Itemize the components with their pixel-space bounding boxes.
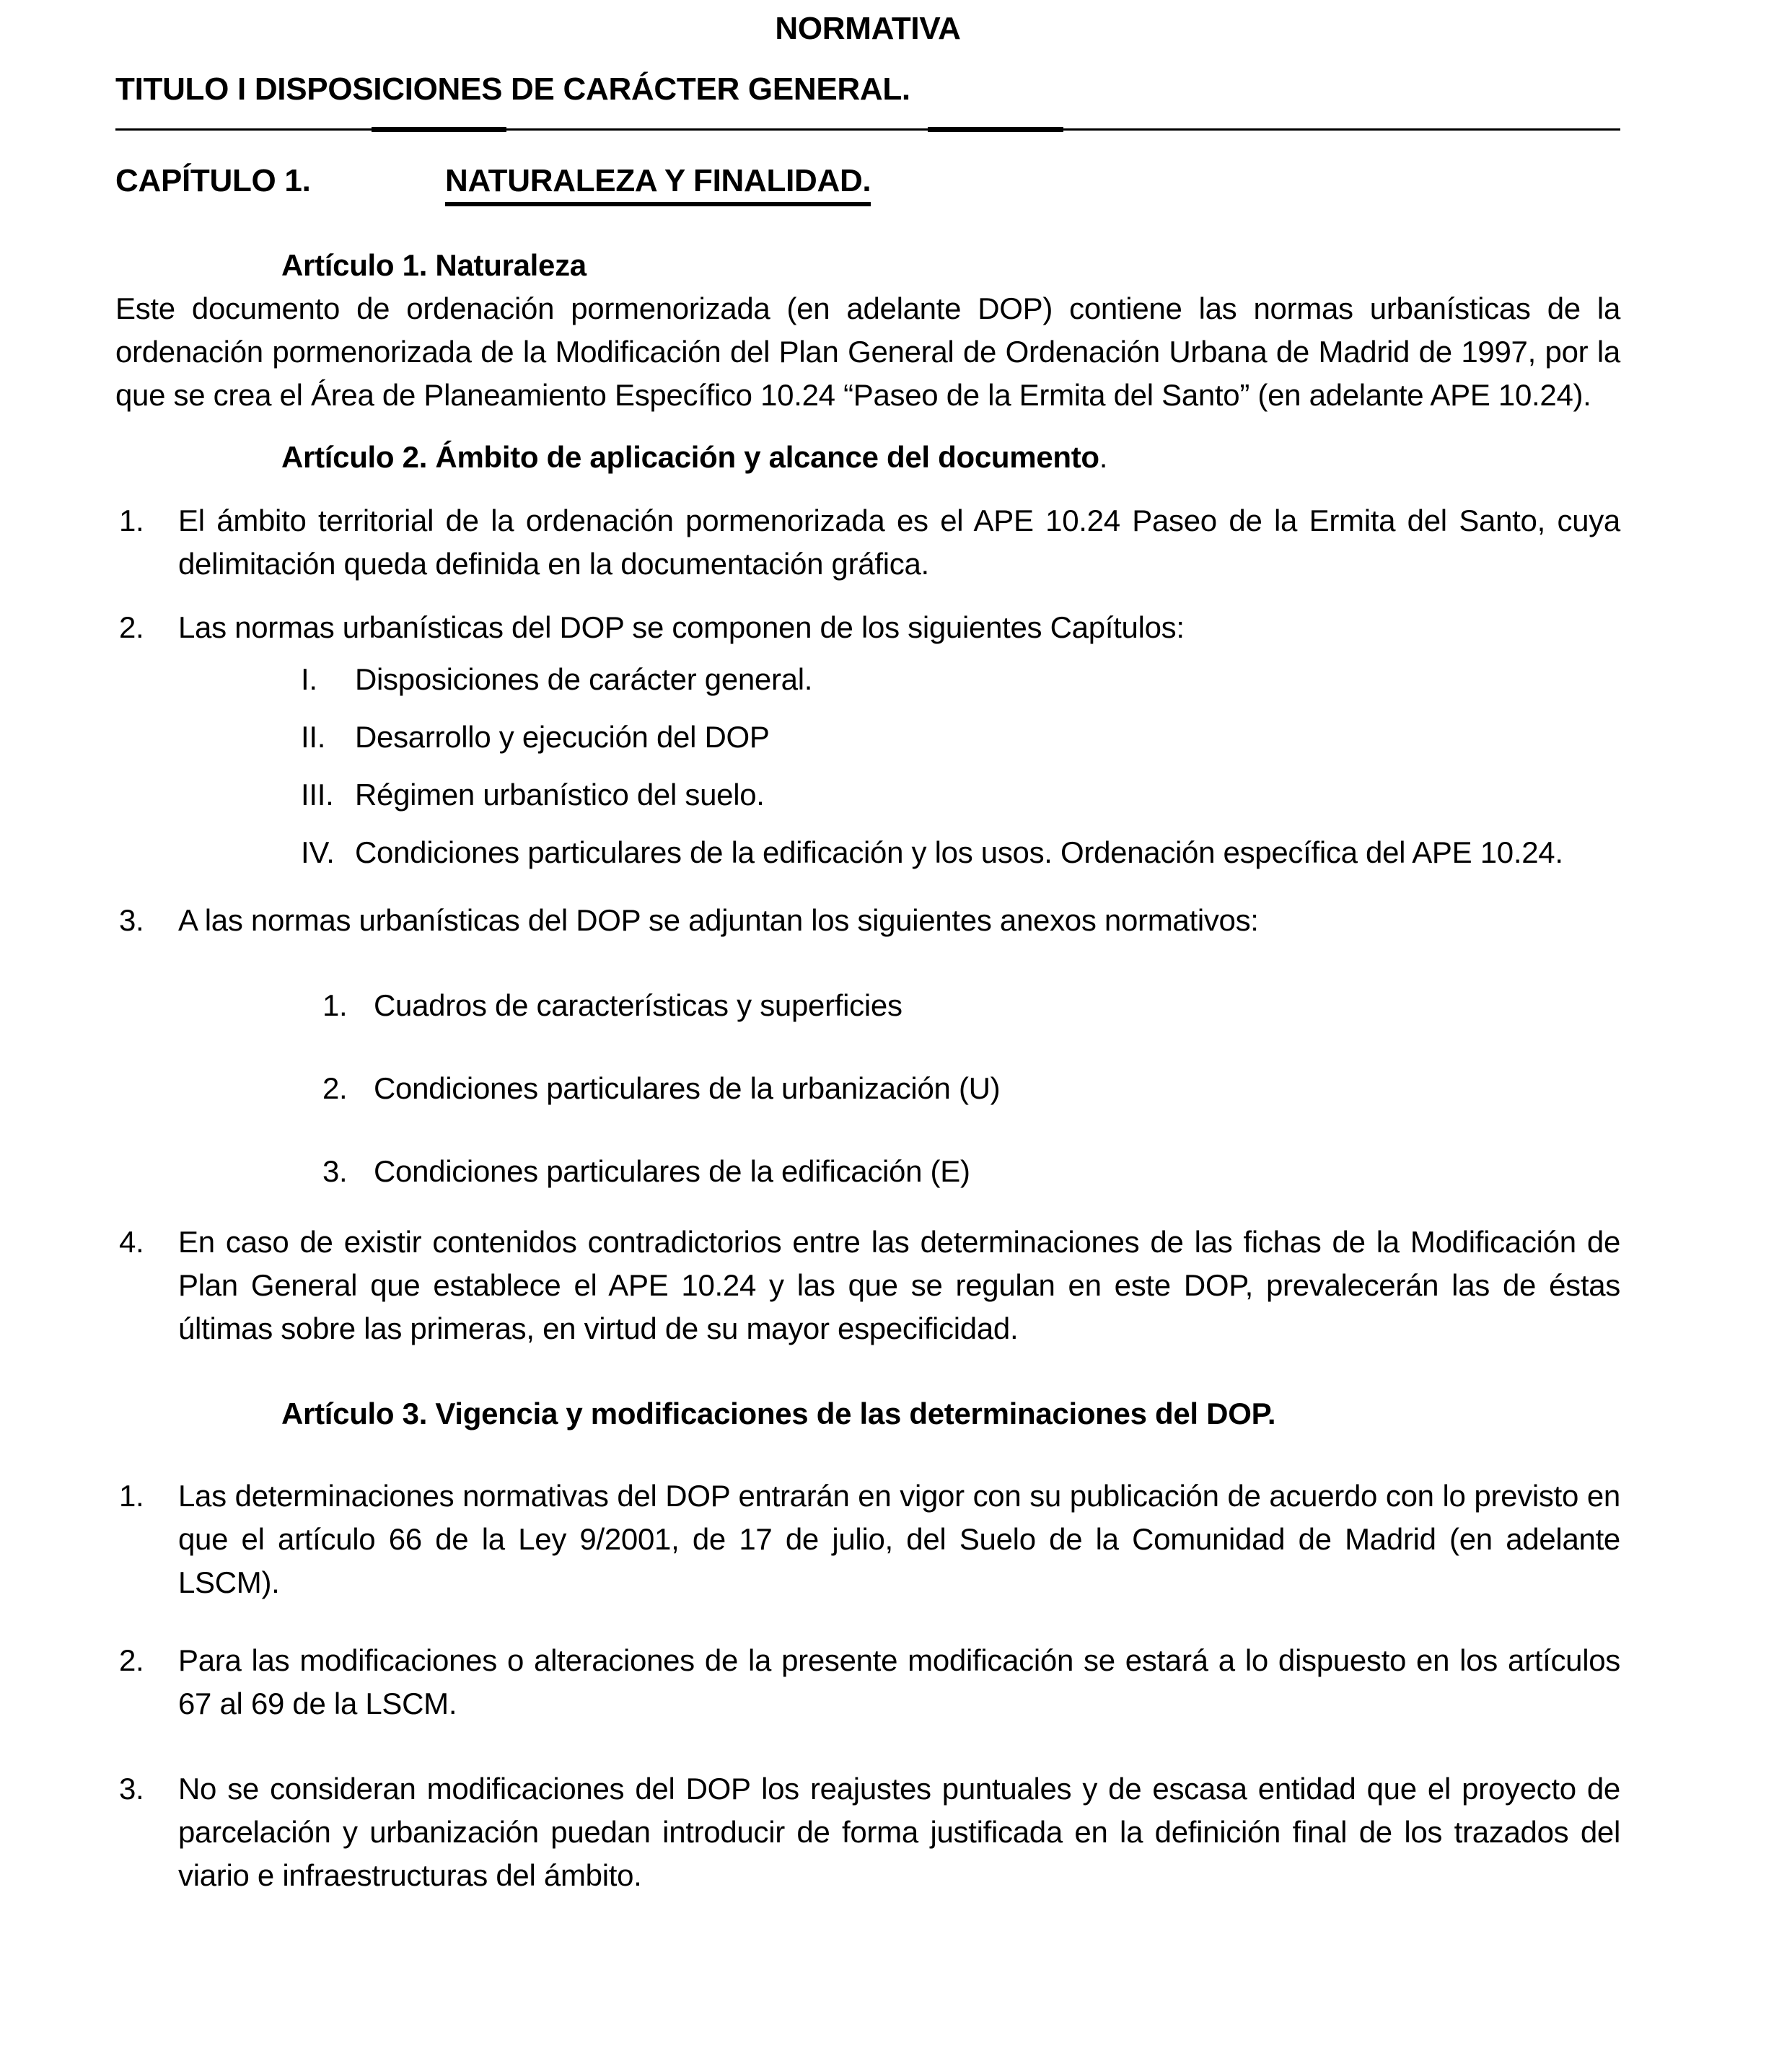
roman-list-item — [301, 658, 1620, 701]
annex-list-text: Condiciones particulares de la urbanización (U) — [374, 1071, 1001, 1105]
annex-list-item — [322, 984, 1620, 1027]
roman-list-item — [301, 773, 1620, 817]
roman-list-text: Condiciones particulares de la edificación y los usos. Ordenación específica del APE 10.24. — [355, 835, 1563, 869]
list-item-text: El ámbito territorial de la ordenación pormenorizada es el APE 10.24 Paseo de la Ermita del Santo, cuya delimitación queda definida en la documentación gráfica. — [178, 504, 1620, 581]
rule-segment — [372, 127, 507, 132]
annex-list-item — [322, 1150, 1620, 1193]
list-item-number: 4. — [119, 1225, 144, 1259]
chapter-label: CAPÍTULO 1. — [115, 163, 311, 198]
list-item-number: 1. — [119, 504, 144, 537]
list-item — [115, 1474, 1620, 1604]
titulo-heading: TITULO I DISPOSICIONES DE CARÁCTER GENERAL. — [115, 71, 910, 107]
list-item-text: En caso de existir contenidos contradictorios entre las determinaciones de las fichas de la Modificación de Plan General que establece el APE 10.24 y las que se regulan en este DOP, prevalecerán las de éstas últimas sobre las primeras, en virtud de su mayor especificidad. — [178, 1225, 1620, 1345]
articulo-2-heading — [281, 436, 1620, 479]
annex-list-item — [322, 1067, 1620, 1110]
articulo-1-paragraph: Este documento de ordenación pormenorizada (en adelante DOP) contiene las normas urbanísticas de la ordenación pormenorizada de la Modificación del Plan General de Ordenación Urbana de Madrid de 1997, por la que se crea el Área de Planeamiento Específico 10.24 “Paseo de la Ermita del Santo” (en adelante APE 10.24). — [115, 291, 1620, 412]
list-item — [115, 899, 1620, 942]
list-item — [115, 606, 1620, 649]
list-item — [115, 1639, 1620, 1726]
annex-list-number: 1. — [322, 988, 348, 1022]
list-item-number: 3. — [119, 1772, 144, 1806]
chapter-heading — [115, 164, 1620, 206]
list-item — [115, 1767, 1620, 1897]
roman-list-text: Desarrollo y ejecución del DOP — [355, 720, 770, 754]
articulo-1-heading: Artículo 1. Naturaleza — [281, 248, 587, 282]
list-item-number: 3. — [119, 903, 144, 937]
articulo-2-heading-period: . — [1099, 440, 1108, 474]
annex-list-number: 2. — [322, 1071, 348, 1105]
annex-list-text: Condiciones particulares de la edificación (E) — [374, 1154, 970, 1188]
articulo-3-heading: Artículo 3. Vigencia y modificaciones de las determinaciones del DOP. — [281, 1397, 1276, 1430]
list-item-text: Las determinaciones normativas del DOP entrarán en vigor con su publicación de acuerdo con lo previsto en que el artículo 66 de la Ley 9/2001, de 17 de julio, del Suelo de la Comunidad de Madrid (en adelante LSCM). — [178, 1479, 1620, 1599]
list-item-text: No se consideran modificaciones del DOP los reajustes puntuales y de escasa entidad que el proyecto de parcelación y urbanización puedan introducir de forma justificada en la definición final de los trazados del viario e infraestructuras del ámbito. — [178, 1772, 1620, 1892]
chapter-title: NATURALEZA Y FINALIDAD. — [445, 164, 871, 206]
list-item-text: A las normas urbanísticas del DOP se adjuntan los siguientes anexos normativos: — [178, 903, 1259, 937]
roman-list-number: I. — [301, 662, 317, 696]
list-item-text: Para las modificaciones o alteraciones de la presente modificación se estará a lo dispuesto en los artículos 67 al 69 de la LSCM. — [178, 1643, 1620, 1720]
list-item — [115, 499, 1620, 586]
roman-list-text: Régimen urbanístico del suelo. — [355, 778, 765, 812]
list-item-number: 1. — [119, 1479, 144, 1513]
roman-list-text: Disposiciones de carácter general. — [355, 662, 813, 696]
roman-list-number: II. — [301, 720, 326, 754]
roman-list-number: IV. — [301, 835, 335, 869]
articulo-2-heading-text: Artículo 2. Ámbito de aplicación y alcance del documento — [281, 440, 1099, 474]
list-item-number: 2. — [119, 610, 144, 644]
rule-segment — [928, 127, 1063, 132]
roman-list-item — [301, 831, 1620, 874]
list-item-text: Las normas urbanísticas del DOP se componen de los siguientes Capítulos: — [178, 610, 1185, 644]
roman-list-item — [301, 716, 1620, 759]
roman-list-number: III. — [301, 778, 334, 812]
list-item — [115, 1221, 1620, 1350]
annex-list-text: Cuadros de características y superficies — [374, 988, 902, 1022]
doc-title: NORMATIVA — [775, 11, 961, 46]
list-item-number: 2. — [119, 1643, 144, 1677]
annex-list-number: 3. — [322, 1154, 348, 1188]
horizontal-rule — [115, 128, 1620, 131]
